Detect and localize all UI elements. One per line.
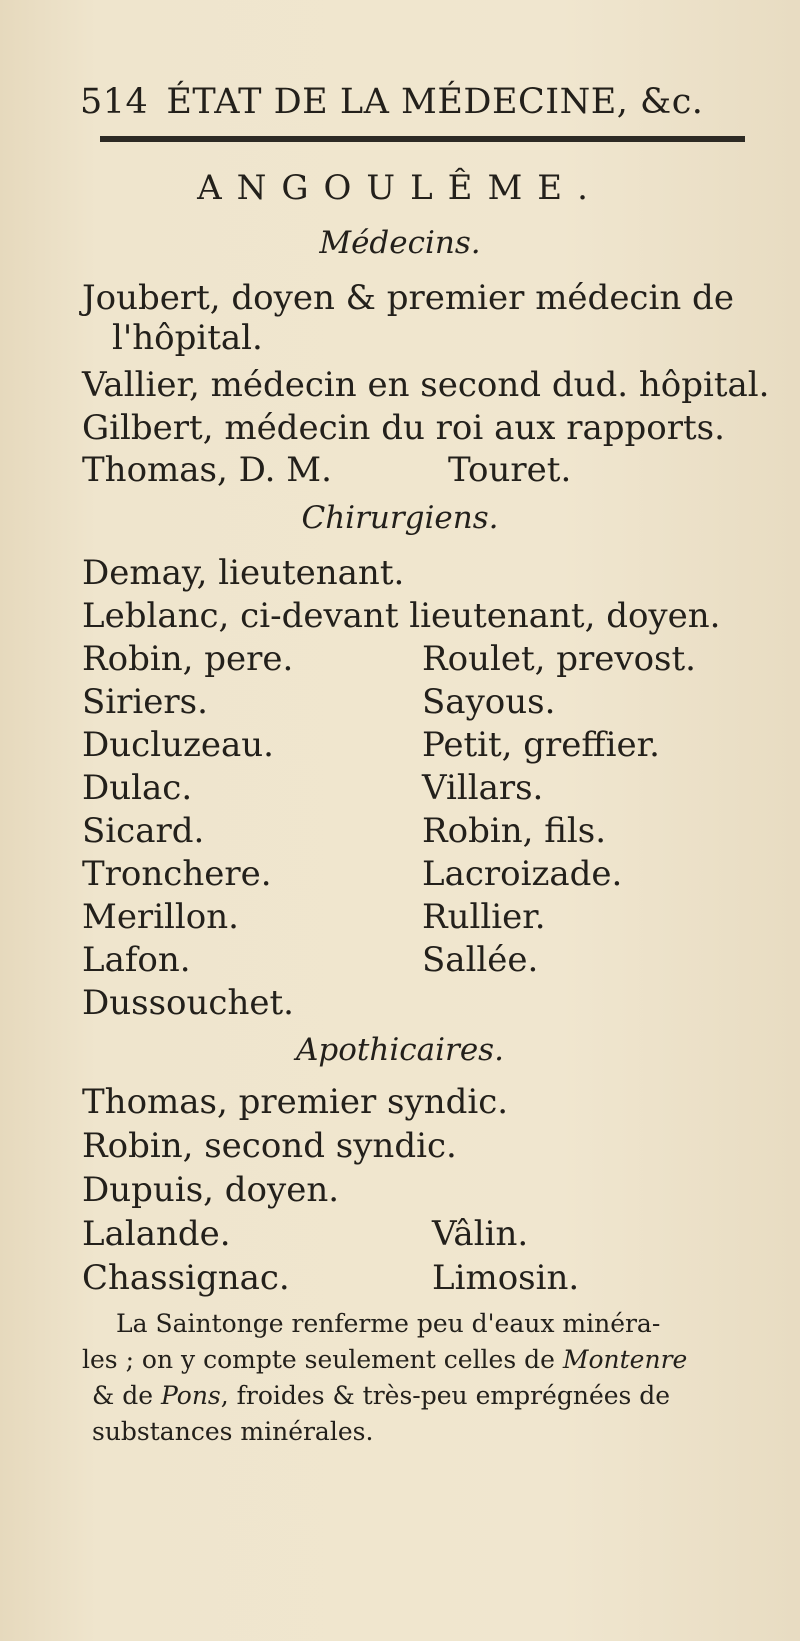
note-text: , froides & très-peu emprégnées de xyxy=(220,1381,671,1410)
apothicaire-left: Lalande. xyxy=(82,1214,231,1254)
running-title: ÉTAT DE LA MÉDECINE, &c. xyxy=(166,82,704,122)
apothicaire-line: Dupuis, doyen. xyxy=(82,1170,340,1210)
page-number: 514 xyxy=(80,82,149,122)
note-text: & de xyxy=(92,1381,161,1410)
header-rule xyxy=(100,136,745,142)
chirurgien-right: Lacroizade. xyxy=(422,854,623,894)
note-line: La Saintonge renferme peu d'eaux minéra- xyxy=(116,1309,661,1338)
page-header xyxy=(80,82,740,122)
chirurgien-right: Robin, fils. xyxy=(422,811,607,851)
medecin-line: Gilbert, médecin du roi aux rapports. xyxy=(82,408,725,448)
note-line xyxy=(82,1342,687,1378)
apothicaire-right: Vâlin. xyxy=(432,1214,529,1254)
note-place: Montenre xyxy=(562,1345,688,1374)
note-line xyxy=(92,1378,670,1414)
note-line: substances minérales. xyxy=(92,1417,374,1446)
chirurgien-left: Siriers. xyxy=(82,682,208,722)
section-title: ANGOULÊME. xyxy=(197,168,603,208)
medecin-line: Vallier, médecin en second dud. hôpital. xyxy=(82,365,770,405)
chirurgien-right: Petit, greffier. xyxy=(422,725,660,765)
chirurgien-right: Villars. xyxy=(422,768,544,808)
apothicaire-right: Limosin. xyxy=(432,1258,580,1298)
chirurgien-left: Robin, pere. xyxy=(82,639,294,679)
chirurgien-left: Dussouchet. xyxy=(82,983,294,1023)
note-place: Pons xyxy=(160,1381,221,1410)
chirurgien-left: Dulac. xyxy=(82,768,193,808)
heading-medecins: Médecins. xyxy=(319,225,481,261)
chirurgien-right: Roulet, prevost. xyxy=(422,639,696,679)
medecin-line: Joubert, doyen & premier médecin de xyxy=(82,278,734,318)
apothicaire-left: Chassignac. xyxy=(82,1258,290,1298)
chirurgien-left: Ducluzeau. xyxy=(82,725,274,765)
medecin-line: Thomas, D. M. xyxy=(82,450,332,490)
chirurgien-left: Merillon. xyxy=(82,897,239,937)
apothicaire-line: Robin, second syndic. xyxy=(82,1126,457,1166)
heading-apothicaires: Apothicaires. xyxy=(296,1032,504,1068)
apothicaire-line: Thomas, premier syndic. xyxy=(82,1082,509,1122)
medecin-line: Touret. xyxy=(448,450,572,490)
medecin-line: l'hôpital. xyxy=(112,318,263,358)
chirurgien-left: Lafon. xyxy=(82,940,191,980)
chirurgien-left: Tronchere. xyxy=(82,854,272,894)
heading-chirurgiens: Chirurgiens. xyxy=(301,500,499,536)
chirurgien-right: Sallée. xyxy=(422,940,539,980)
chirurgien-left: Sicard. xyxy=(82,811,205,851)
chirurgien-line: Leblanc, ci-devant lieutenant, doyen. xyxy=(82,596,721,636)
chirurgien-right: Rullier. xyxy=(422,897,546,937)
chirurgien-line: Demay, lieutenant. xyxy=(82,553,405,593)
chirurgien-right: Sayous. xyxy=(422,682,556,722)
note-text: les ; on y compte seulement celles de xyxy=(82,1345,563,1374)
